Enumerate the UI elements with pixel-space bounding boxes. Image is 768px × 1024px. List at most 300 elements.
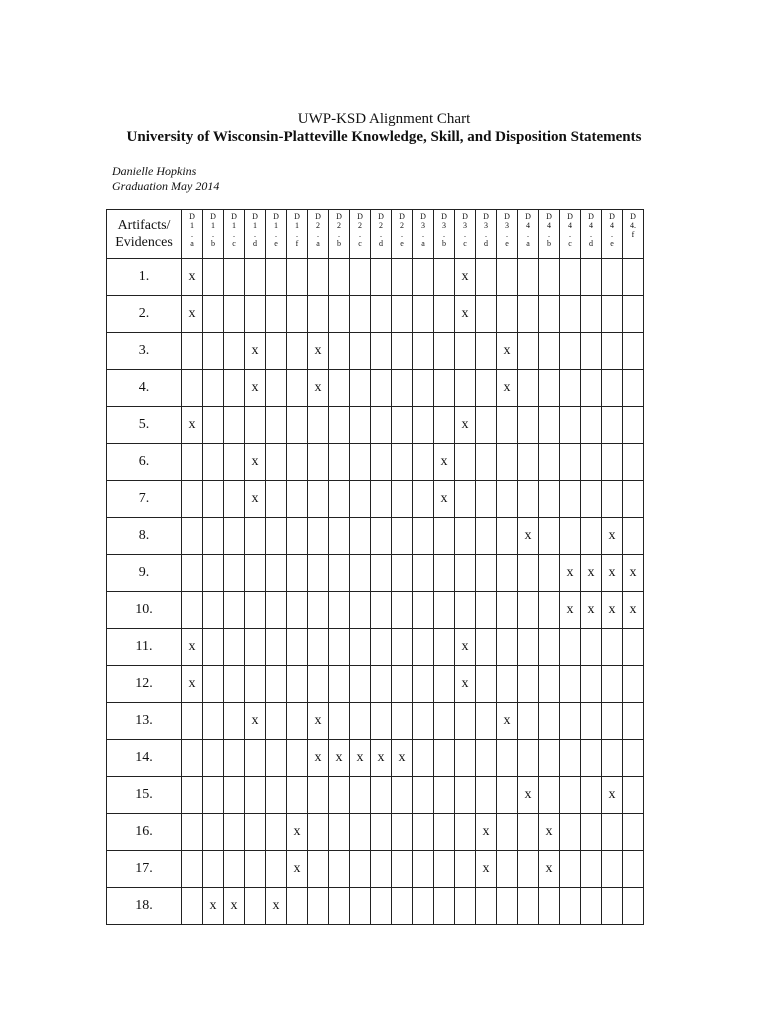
table-cell (266, 333, 287, 370)
table-cell (266, 296, 287, 333)
table-cell (245, 555, 266, 592)
table-cell (602, 814, 623, 851)
column-header (539, 210, 560, 259)
table-cell (182, 777, 203, 814)
table-cell (434, 814, 455, 851)
table-cell (413, 555, 434, 592)
table-cell (602, 481, 623, 518)
table-cell (350, 518, 371, 555)
column-header (434, 210, 455, 259)
table-cell: x (581, 592, 602, 629)
table-cell (329, 629, 350, 666)
table-cell (476, 592, 497, 629)
table-cell (560, 666, 581, 703)
table-cell (623, 407, 644, 444)
table-cell (413, 666, 434, 703)
table-cell (329, 518, 350, 555)
table-cell (413, 740, 434, 777)
table-cell (434, 333, 455, 370)
table-cell (539, 444, 560, 481)
table-cell (371, 481, 392, 518)
table-cell (539, 592, 560, 629)
table-cell (539, 888, 560, 925)
table-cell (560, 518, 581, 555)
column-header (224, 210, 245, 259)
table-cell (371, 703, 392, 740)
column-header-part: . (548, 230, 550, 239)
table-cell (602, 259, 623, 296)
table-cell (350, 629, 371, 666)
table-cell: x (308, 740, 329, 777)
column-header-part: D (441, 212, 447, 221)
table-cell (287, 259, 308, 296)
table-cell (560, 777, 581, 814)
table-cell (581, 370, 602, 407)
column-header (623, 210, 644, 259)
column-header-part: 2 (358, 221, 362, 230)
column-header-part: D (504, 212, 510, 221)
row-label: 14. (107, 740, 182, 777)
table-cell (371, 666, 392, 703)
table-cell (413, 851, 434, 888)
table-cell (455, 555, 476, 592)
column-header-part: . (422, 230, 424, 239)
table-cell (518, 888, 539, 925)
table-cell (602, 666, 623, 703)
column-header-part: . (254, 230, 256, 239)
table-cell (560, 481, 581, 518)
table-cell (539, 296, 560, 333)
table-cell (581, 333, 602, 370)
table-cell (392, 592, 413, 629)
table-cell (581, 444, 602, 481)
table-cell (224, 592, 245, 629)
table-cell (308, 592, 329, 629)
table-cell: x (455, 259, 476, 296)
table-cell (203, 259, 224, 296)
table-row (107, 296, 644, 333)
column-header-part: e (400, 239, 404, 248)
table-cell (287, 777, 308, 814)
column-header (455, 210, 476, 259)
table-cell (224, 555, 245, 592)
column-header-part: 4 (547, 221, 551, 230)
table-row (107, 629, 644, 666)
table-cell (308, 814, 329, 851)
table-row (107, 592, 644, 629)
table-cell: x (518, 777, 539, 814)
column-header-part: b (337, 239, 341, 248)
table-cell (266, 481, 287, 518)
table-cell (455, 333, 476, 370)
table-cell (455, 518, 476, 555)
table-cell (413, 814, 434, 851)
table-cell (476, 333, 497, 370)
table-cell (287, 629, 308, 666)
table-cell (560, 629, 581, 666)
table-cell (308, 407, 329, 444)
table-cell (350, 407, 371, 444)
column-header-part: . (611, 230, 613, 239)
table-cell (245, 259, 266, 296)
table-cell (476, 518, 497, 555)
column-header (266, 210, 287, 259)
column-header-part: . (317, 230, 319, 239)
table-cell (350, 555, 371, 592)
column-header (308, 210, 329, 259)
table-cell (224, 481, 245, 518)
table-row (107, 740, 644, 777)
table-cell (497, 444, 518, 481)
table-cell (539, 666, 560, 703)
table-cell (539, 703, 560, 740)
table-cell (518, 555, 539, 592)
table-cell (392, 481, 413, 518)
table-cell (518, 444, 539, 481)
column-header-part: 3 (505, 221, 509, 230)
table-cell (602, 370, 623, 407)
row-label: 2. (107, 296, 182, 333)
table-cell (371, 814, 392, 851)
table-cell (371, 851, 392, 888)
table-cell (203, 333, 224, 370)
table-cell (224, 814, 245, 851)
table-cell (455, 851, 476, 888)
table-cell: x (287, 851, 308, 888)
table-cell (308, 296, 329, 333)
table-cell (182, 555, 203, 592)
table-cell (476, 370, 497, 407)
table-cell: x (602, 777, 623, 814)
table-cell (203, 555, 224, 592)
table-cell (476, 444, 497, 481)
table-cell (371, 296, 392, 333)
table-cell (245, 518, 266, 555)
table-cell (266, 629, 287, 666)
table-cell (224, 666, 245, 703)
table-cell (602, 851, 623, 888)
table-cell: x (497, 370, 518, 407)
table-cell (350, 592, 371, 629)
table-cell: x (497, 333, 518, 370)
column-header-part: d (379, 239, 383, 248)
table-cell (434, 703, 455, 740)
table-cell (413, 518, 434, 555)
table-cell: x (434, 481, 455, 518)
table-cell (329, 407, 350, 444)
column-header (350, 210, 371, 259)
column-header (413, 210, 434, 259)
table-cell (308, 259, 329, 296)
table-cell (329, 666, 350, 703)
table-cell (287, 666, 308, 703)
row-label: 7. (107, 481, 182, 518)
table-cell (371, 518, 392, 555)
table-cell (413, 333, 434, 370)
row-label: 12. (107, 666, 182, 703)
table-cell (560, 259, 581, 296)
table-cell: x (602, 592, 623, 629)
table-cell (308, 444, 329, 481)
column-header-part: 3 (442, 221, 446, 230)
table-row (107, 666, 644, 703)
table-cell (455, 481, 476, 518)
table-cell: x (371, 740, 392, 777)
table-cell (224, 851, 245, 888)
table-cell: x (497, 703, 518, 740)
row-label: 5. (107, 407, 182, 444)
table-cell (245, 407, 266, 444)
row-label: 11. (107, 629, 182, 666)
table-cell (539, 555, 560, 592)
table-cell (329, 777, 350, 814)
table-cell (476, 481, 497, 518)
column-header-part: . (443, 230, 445, 239)
table-cell (392, 518, 413, 555)
column-header-part: 4 (610, 221, 614, 230)
table-cell (434, 296, 455, 333)
column-header-part: D (420, 212, 426, 221)
table-cell (266, 740, 287, 777)
table-cell (266, 851, 287, 888)
column-header-part: . (275, 230, 277, 239)
column-header-part: a (316, 239, 320, 248)
table-cell (329, 296, 350, 333)
table-cell: x (308, 703, 329, 740)
table-cell (455, 444, 476, 481)
table-cell (308, 481, 329, 518)
table-cell (224, 444, 245, 481)
column-header-part: D (567, 212, 573, 221)
table-cell (245, 888, 266, 925)
table-cell (266, 407, 287, 444)
table-cell: x (245, 481, 266, 518)
table-cell (455, 703, 476, 740)
table-cell (266, 518, 287, 555)
column-header-part: D (546, 212, 552, 221)
table-cell (581, 518, 602, 555)
column-header (476, 210, 497, 259)
table-cell (203, 703, 224, 740)
table-cell (602, 407, 623, 444)
column-header-part: c (232, 239, 236, 248)
column-header-part: 1 (190, 221, 194, 230)
table-cell (539, 777, 560, 814)
table-cell (350, 666, 371, 703)
table-cell (518, 740, 539, 777)
column-header-part: . (401, 230, 403, 239)
table-row (107, 481, 644, 518)
table-cell (245, 296, 266, 333)
table-cell (434, 629, 455, 666)
table-cell (329, 703, 350, 740)
table-cell (581, 740, 602, 777)
table-cell: x (518, 518, 539, 555)
table-cell (266, 444, 287, 481)
table-cell (308, 851, 329, 888)
table-cell (623, 703, 644, 740)
table-row (107, 888, 644, 925)
table-cell (371, 407, 392, 444)
column-header-part: 2 (379, 221, 383, 230)
table-cell (308, 888, 329, 925)
column-header-part: 2 (337, 221, 341, 230)
column-header-part: 3 (421, 221, 425, 230)
table-cell (476, 740, 497, 777)
table-cell (413, 703, 434, 740)
table-cell: x (560, 555, 581, 592)
table-row (107, 259, 644, 296)
table-cell: x (392, 740, 413, 777)
column-header-part: . (359, 230, 361, 239)
column-header-part: e (505, 239, 509, 248)
table-cell (518, 592, 539, 629)
row-label: 9. (107, 555, 182, 592)
column-header-part: a (526, 239, 530, 248)
table-cell (539, 407, 560, 444)
table-cell (350, 481, 371, 518)
table-cell: x (455, 629, 476, 666)
table-cell (224, 777, 245, 814)
table-cell (287, 370, 308, 407)
corner-label-line1: Artifacts/ (117, 218, 171, 233)
table-cell (182, 481, 203, 518)
table-cell (497, 296, 518, 333)
table-cell (518, 703, 539, 740)
column-header-part: 1 (253, 221, 257, 230)
table-cell (455, 814, 476, 851)
table-cell (434, 518, 455, 555)
table-cell (413, 444, 434, 481)
column-header-part: . (380, 230, 382, 239)
table-cell: x (539, 851, 560, 888)
table-cell (560, 370, 581, 407)
table-cell (224, 407, 245, 444)
table-cell (245, 629, 266, 666)
table-cell (182, 444, 203, 481)
table-cell (518, 259, 539, 296)
table-cell (266, 555, 287, 592)
table-cell (560, 407, 581, 444)
table-cell (581, 629, 602, 666)
table-cell (623, 370, 644, 407)
table-cell (350, 814, 371, 851)
column-header-part: D (315, 212, 321, 221)
table-cell: x (476, 814, 497, 851)
table-cell (350, 444, 371, 481)
table-cell (497, 629, 518, 666)
table-cell (602, 740, 623, 777)
column-header-part: . (527, 230, 529, 239)
table-cell (203, 518, 224, 555)
table-cell (245, 666, 266, 703)
table-cell (392, 370, 413, 407)
table-cell: x (287, 814, 308, 851)
column-header-part: 1 (274, 221, 278, 230)
table-cell: x (581, 555, 602, 592)
table-cell (245, 592, 266, 629)
table-cell (602, 444, 623, 481)
table-cell (287, 296, 308, 333)
column-header-part: 1 (211, 221, 215, 230)
table-cell (455, 592, 476, 629)
graduation-date: Graduation May 2014 (112, 179, 220, 193)
column-header-part: 1 (295, 221, 299, 230)
table-cell (266, 592, 287, 629)
author-name: Danielle Hopkins (112, 164, 197, 178)
table-cell (203, 296, 224, 333)
column-header-part: D (273, 212, 279, 221)
row-label: 10. (107, 592, 182, 629)
table-cell: x (245, 444, 266, 481)
table-cell (413, 888, 434, 925)
table-cell (287, 888, 308, 925)
table-cell (413, 370, 434, 407)
table-cell (539, 740, 560, 777)
table-cell (623, 296, 644, 333)
table-cell (371, 629, 392, 666)
table-cell (203, 666, 224, 703)
table-cell (518, 814, 539, 851)
table-cell (497, 407, 518, 444)
table-cell (623, 851, 644, 888)
table-cell (182, 851, 203, 888)
column-header-part: . (485, 230, 487, 239)
row-label: 6. (107, 444, 182, 481)
table-cell (413, 296, 434, 333)
table-cell (623, 888, 644, 925)
column-header-part: a (421, 239, 425, 248)
table-cell (476, 296, 497, 333)
column-header-part: . (590, 230, 592, 239)
table-cell (413, 259, 434, 296)
table-cell (497, 555, 518, 592)
table-cell (455, 740, 476, 777)
table-cell (245, 777, 266, 814)
table-cell (329, 888, 350, 925)
table-cell (245, 740, 266, 777)
column-header-part: d (253, 239, 257, 248)
table-cell (203, 592, 224, 629)
table-cell (560, 851, 581, 888)
table-cell (203, 851, 224, 888)
table-header-row (107, 210, 644, 259)
table-cell (329, 481, 350, 518)
column-header-part: D (357, 212, 363, 221)
column-header-part: e (610, 239, 614, 248)
table-cell (266, 814, 287, 851)
table-cell (518, 296, 539, 333)
table-cell (434, 407, 455, 444)
table-cell (182, 370, 203, 407)
table-cell (602, 703, 623, 740)
table-cell: x (623, 592, 644, 629)
table-cell (287, 518, 308, 555)
table-cell (182, 333, 203, 370)
column-header-part: D (189, 212, 195, 221)
row-label: 8. (107, 518, 182, 555)
column-header-part: D (609, 212, 615, 221)
table-cell (371, 444, 392, 481)
table-cell (392, 444, 413, 481)
column-header-part: D (630, 212, 636, 221)
column-header-part: D (294, 212, 300, 221)
table-cell (329, 851, 350, 888)
table-cell (287, 407, 308, 444)
table-cell (455, 777, 476, 814)
table-row (107, 370, 644, 407)
row-label: 15. (107, 777, 182, 814)
